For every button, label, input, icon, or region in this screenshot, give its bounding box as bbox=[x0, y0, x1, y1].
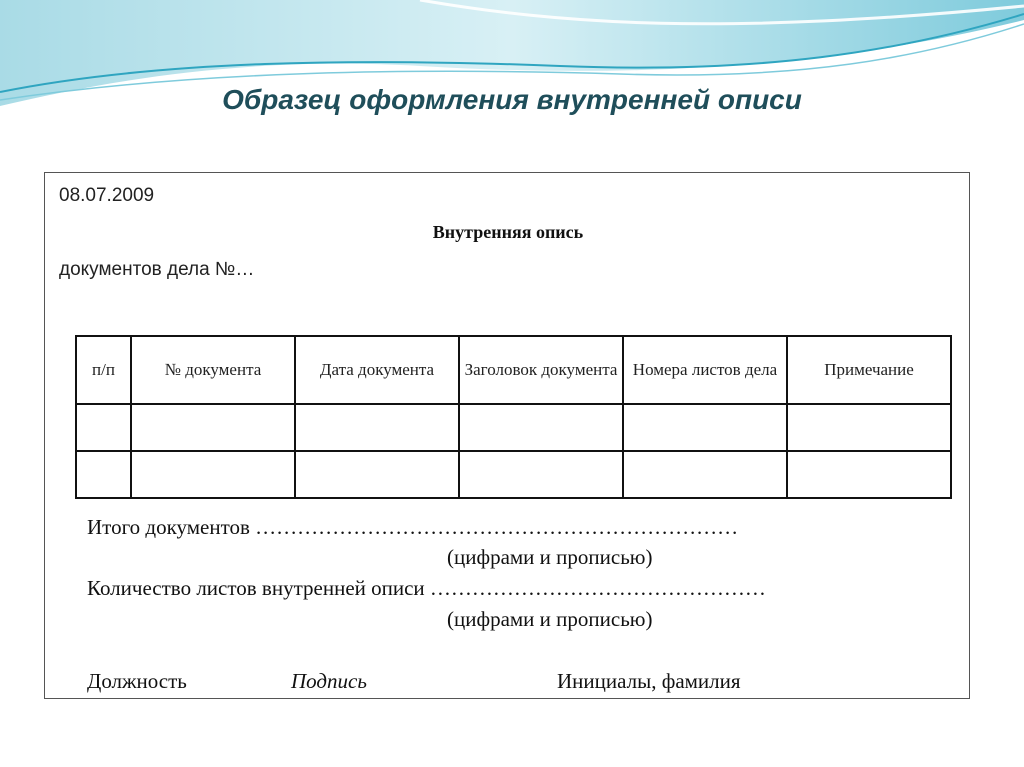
table-cell bbox=[787, 404, 951, 451]
table-cell bbox=[459, 451, 623, 498]
slide-title: Образец оформления внутренней описи bbox=[222, 84, 802, 115]
column-header-sheet-numbers: Номера листов дела bbox=[623, 336, 787, 404]
table-cell bbox=[131, 451, 295, 498]
table-cell bbox=[76, 451, 131, 498]
table-cell bbox=[623, 451, 787, 498]
inventory-table bbox=[75, 335, 952, 499]
column-header-number: п/п bbox=[76, 336, 131, 404]
signature-sign-label: Подпись bbox=[291, 669, 367, 693]
table-header-row bbox=[76, 336, 951, 404]
table-cell bbox=[131, 404, 295, 451]
total-documents-line: Итого документов …………………………………………………………… bbox=[87, 515, 739, 539]
table-cell bbox=[295, 404, 459, 451]
total-documents-hint: (цифрами и прописью) bbox=[447, 545, 653, 569]
sheets-count-line: Количество листов внутренней описи ………………………………………… bbox=[87, 576, 766, 600]
form-subtitle: документов дела №… bbox=[59, 259, 255, 280]
sheets-count-hint: (цифрами и прописью) bbox=[447, 607, 653, 631]
signature-name-label: Инициалы, фамилия bbox=[557, 669, 741, 693]
form-date: 08.07.2009 bbox=[59, 185, 155, 206]
inventory-form bbox=[44, 172, 970, 699]
column-header-note: Примечание bbox=[787, 336, 951, 404]
table-cell bbox=[76, 404, 131, 451]
table-row bbox=[76, 404, 951, 451]
column-header-document-title: Заголовок документа bbox=[459, 336, 623, 404]
table-cell bbox=[459, 404, 623, 451]
column-header-document-date: Дата документа bbox=[295, 336, 459, 404]
table-cell bbox=[623, 404, 787, 451]
table-cell bbox=[295, 451, 459, 498]
form-title: Внутренняя опись bbox=[432, 222, 584, 242]
column-header-document-number: № документа bbox=[131, 336, 295, 404]
table-cell bbox=[787, 451, 951, 498]
signature-position-label: Должность bbox=[87, 669, 187, 693]
table-row bbox=[76, 451, 951, 498]
